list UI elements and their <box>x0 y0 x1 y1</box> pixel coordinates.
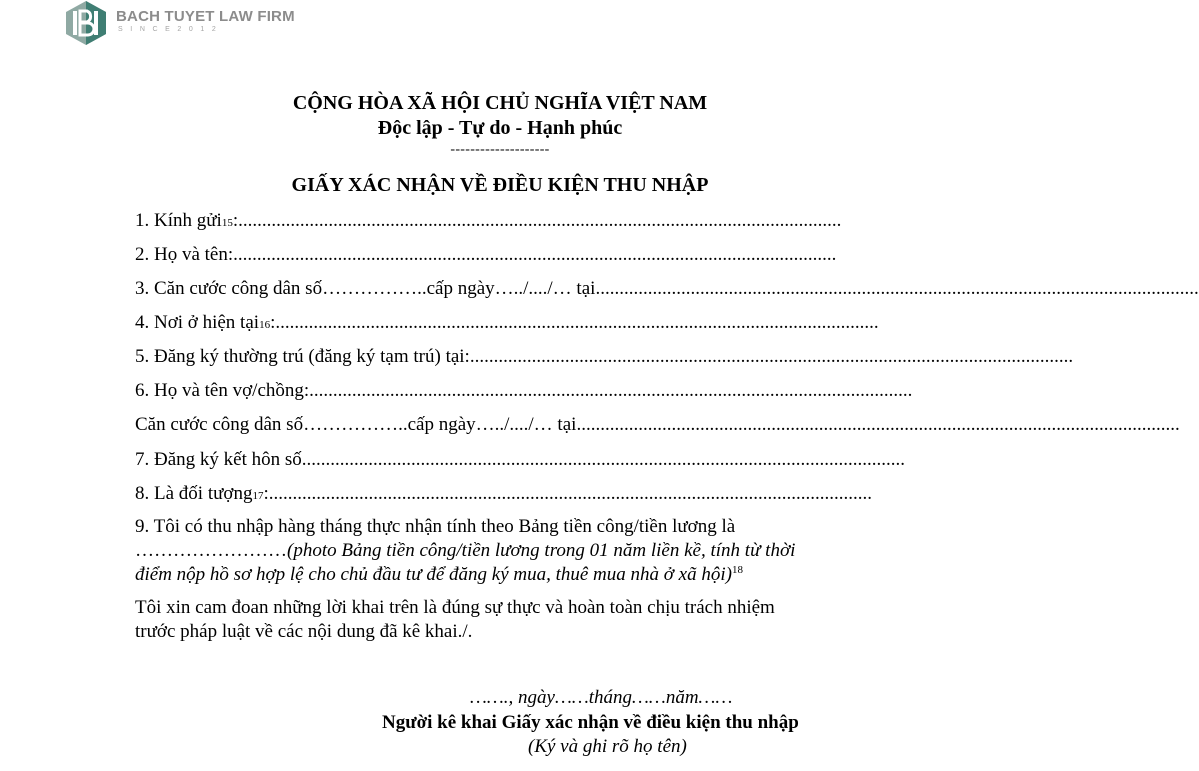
firm-logo-mark <box>63 0 109 46</box>
firm-logo <box>63 0 293 46</box>
fill-dots: ............................................................................................................................... <box>576 414 1180 435</box>
nation-heading: CỘNG HÒA XÃ HỘI CHỦ NGHĨA VIỆT NAM <box>292 92 708 114</box>
item9-line1: 9. Tôi có thu nhập hàng tháng thực nhận tính theo Bảng tiền công/tiền lương là <box>135 516 736 537</box>
item9-note: (photo Bảng tiền công/tiền lương trong 01 năm liền kề, tính từ thời <box>287 540 796 561</box>
field-subject-type[interactable]: 8. Là đối tượng 17 : ............................................................................................................................... <box>135 483 872 504</box>
declaration-line2: trước pháp luật về các nội dung đã kê khai./. <box>135 621 473 642</box>
field-spouse-id-card[interactable] <box>135 414 1180 440</box>
field-label: 8. Là đối tượng <box>135 483 253 504</box>
field-label: 4. Nơi ở hiện tại <box>135 312 260 333</box>
signature-note: (Ký và ghi rõ họ tên) <box>528 736 687 757</box>
fill-dots: ............................................................................................................................... <box>595 278 1199 299</box>
signer-title: Người kê khai Giấy xác nhận về điều kiện thu nhập <box>382 712 799 733</box>
field-suffix: : <box>270 312 276 333</box>
document-title: GIẤY XÁC NHẬN VỀ ĐIỀU KIỆN THU NHẬP <box>291 174 709 196</box>
field-label: 7. Đăng ký kết hôn số <box>135 449 302 470</box>
item9-line3 <box>135 564 743 586</box>
field-label: 3. Căn cước công dân số……………..cấp ngày…../..../… tại <box>135 278 596 299</box>
fill-dots: ............................................................................................................................... <box>268 483 872 504</box>
field-label: 6. Họ và tên vợ/chồng: <box>135 380 310 401</box>
field-registered-residence[interactable] <box>135 346 1074 372</box>
income-fill-dots: …………………… <box>135 540 287 561</box>
field-id-card[interactable] <box>135 278 1199 304</box>
signature-date[interactable]: ……., ngày……tháng……năm…… <box>470 687 733 708</box>
field-current-residence[interactable]: 4. Nơi ở hiện tại 16 : ............................................................................................................................... <box>135 312 879 333</box>
fill-dots: ............................................................................................................................... <box>309 380 913 401</box>
field-label: 2. Họ và tên: <box>135 244 234 265</box>
field-suffix: : <box>263 483 269 504</box>
field-recipient[interactable]: 1. Kính gửi 15 : ............................................................................................................................... <box>135 210 842 231</box>
field-label: 1. Kính gửi <box>135 210 222 231</box>
fill-dots: ............................................................................................................................... <box>275 312 879 333</box>
header-divider: -------------------- <box>450 142 550 157</box>
field-marriage-registration[interactable] <box>135 449 906 475</box>
item9-line2[interactable] <box>135 540 795 562</box>
field-label: Căn cước công dân số……………..cấp ngày…../..../… tại <box>135 414 577 435</box>
firm-since: SINCE2012 <box>118 26 224 33</box>
field-spouse-name[interactable] <box>135 380 913 406</box>
declaration-line1: Tôi xin cam đoan những lời khai trên là đúng sự thực và hoàn toàn chịu trách nhiệm <box>135 597 775 618</box>
fill-dots: ............................................................................................................................... <box>469 346 1074 367</box>
footnote-ref: 18 <box>731 564 743 576</box>
item9-note-cont: điểm nộp hồ sơ hợp lệ cho chủ đầu tư để đăng ký mua, thuê mua nhà ở xã hội) <box>135 564 732 585</box>
motto: Độc lập - Tự do - Hạnh phúc <box>377 117 623 139</box>
firm-name: BACH TUYET LAW FIRM <box>116 8 295 25</box>
fill-dots: ............................................................................................................................... <box>233 244 837 265</box>
field-full-name[interactable] <box>135 244 837 270</box>
field-label: 5. Đăng ký thường trú (đăng ký tạm trú) tại: <box>135 346 470 367</box>
fill-dots: ............................................................................................................................... <box>301 449 906 470</box>
fill-dots: ............................................................................................................................... <box>238 210 842 231</box>
field-suffix: : <box>232 210 239 231</box>
